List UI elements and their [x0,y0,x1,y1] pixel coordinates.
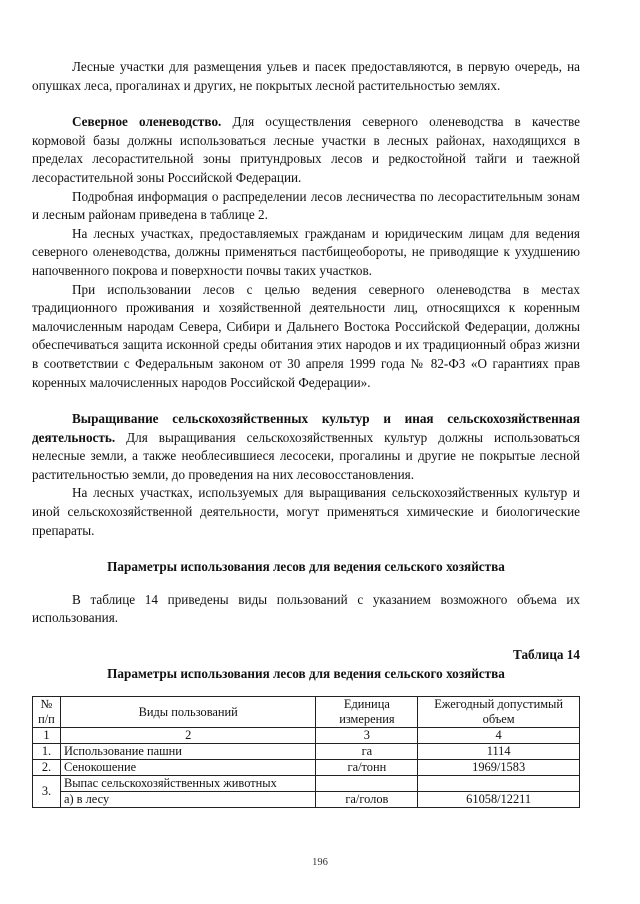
paragraph-reindeer-indigenous: При использовании лесов с целью ведения северного оленеводства в местах традиционного проживания и хозяйственной деятельности лиц, относящихся к коренным малочисленным народам Севера, Сибири и Дальнего Востока Российской Федерации, должны обеспечиваться защита исконной среды обитания этих народов и их традиционный образ жизни в соответствии с Федеральным законом от 30 апреля 1999 года № 82-ФЗ «О гарантиях прав коренных малочисленных народов Российской Федерации». [32,281,580,390]
row-kind: Сенокошение [60,760,316,776]
section-title-reindeer: Северное оленеводство. [72,114,222,130]
section-title-agriculture: Выращивание сельскохозяйственных культур и иная сельскохозяйственная деятельность. [32,411,580,445]
document-page [32,58,580,808]
table-row [33,792,580,808]
header-num: № п/п [33,697,61,728]
header-kind: Виды пользований [60,697,316,728]
section-heading: Параметры использования лесов для ведения сельского хозяйства [107,559,505,575]
table-label: Таблица 14 [513,647,580,663]
section-text-agriculture: Для выращивания сельскохозяйственных культур должны использоваться нелесные земли, а также необлесившиеся лесосеки, прогалины и другие не покрытые лесной растительностью земли, до проведения на них лесовосстановления. [32,429,580,482]
numbering-cell: 4 [418,728,580,744]
table-header-row [33,697,580,728]
row-unit [316,776,418,792]
numbering-cell: 2 [60,728,316,744]
row-unit: га/голов [316,792,418,808]
table-numbering-row [33,728,580,744]
numbering-cell: 1 [33,728,61,744]
paragraph-agriculture-chemicals: На лесных участках, используемых для выращивания сельскохозяйственных культур и иной сельскохозяйственной деятельности, могут применяться химические и биологические препараты. [32,485,580,538]
paragraph-apiary: Лесные участки для размещения ульев и пасек предоставляются, в первую очередь, на опушках леса, прогалинах и других, не покрытых лесной растительностью землях. [32,59,580,93]
numbering-cell: 3 [316,728,418,744]
row-volume [418,776,580,792]
row-kind: а) в лесу [60,792,316,808]
row-volume: 1969/1583 [418,760,580,776]
row-num: 1. [33,744,61,760]
paragraph-agriculture [32,410,580,484]
paragraph-table-intro: В таблице 14 приведены виды пользований с указанием возможного объема их использования. [32,591,580,626]
row-kind: Использование пашни [60,744,316,760]
row-num: 2. [33,760,61,776]
row-unit: га [316,744,418,760]
paragraph-reindeer-info: Подробная информация о распределении лесов лесничества по лесорастительным зонам и лесным районам приведена в таблице 2. [32,188,580,223]
row-num: 3. [33,776,61,808]
table-row [33,744,580,760]
row-volume: 1114 [418,744,580,760]
usage-table [32,696,580,808]
page-number: 196 [312,857,328,868]
row-unit: га/тонн [316,760,418,776]
section-text-reindeer: Для осуществления северного оленеводства в качестве кормовой базы должны использоваться лесные участки в лесных районах, находящихся в пределах лесорастительной зоны притундровых лесов и редкостойной тайги и таежной лесорастительной зоны Российской Федерации. [32,114,580,185]
table-title: Параметры использования лесов для ведения сельского хозяйства [107,665,505,681]
table-row [33,776,580,792]
paragraph-reindeer-plots: На лесных участках, предоставляемых гражданам и юридическим лицам для ведения северного оленеводства, должны применяться пастбищеобороты, не приводящие к ухудшению напочвенного покрова и поверхности почвы таких участков. [32,225,580,278]
header-volume: Ежегодный допустимый объем [418,697,580,728]
row-kind: Выпас сельскохозяйственных животных [60,776,316,792]
row-volume: 61058/12211 [418,792,580,808]
table-row [33,760,580,776]
header-unit: Единица измерения [316,697,418,728]
paragraph-reindeer [32,113,580,187]
